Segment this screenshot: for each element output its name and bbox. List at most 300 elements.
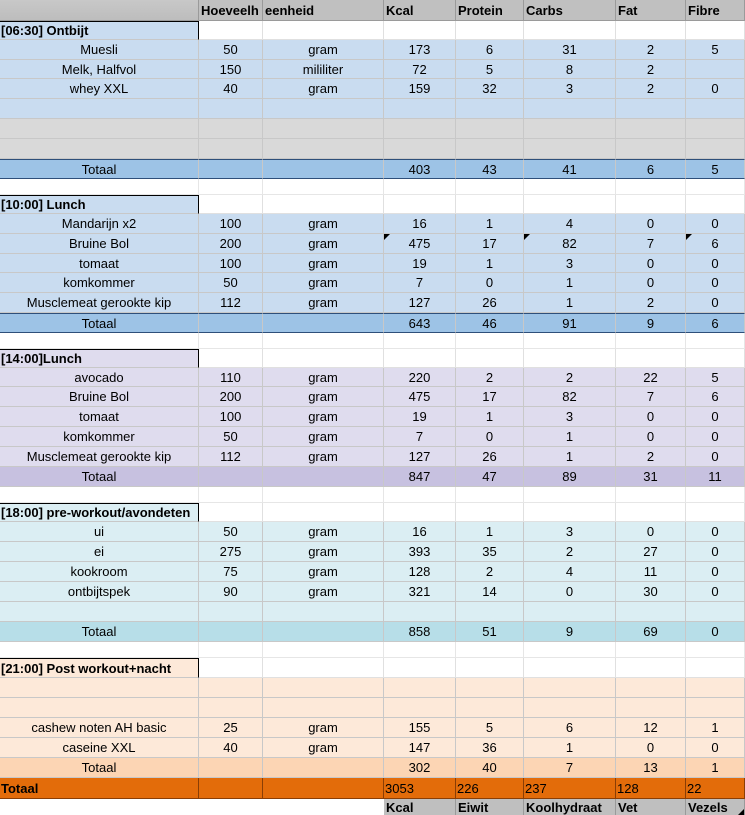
food-cell[interactable]: Musclemeat gerookte kip — [0, 293, 199, 313]
empty-cell[interactable] — [616, 487, 686, 503]
empty-cell[interactable] — [686, 119, 745, 139]
fibre-cell[interactable]: 5 — [686, 40, 745, 60]
empty-cell[interactable] — [384, 139, 456, 159]
fibre-cell[interactable]: 0 — [686, 427, 745, 447]
total-food-cell[interactable]: Totaal — [0, 778, 199, 799]
carbs-cell[interactable]: 2 — [524, 542, 616, 562]
unit-cell[interactable]: gram — [263, 234, 384, 254]
total-fat-cell[interactable]: 69 — [616, 622, 686, 642]
empty-cell[interactable] — [263, 139, 384, 159]
fibre-cell[interactable]: 5 — [686, 368, 745, 387]
carbs-cell[interactable]: 3 — [524, 407, 616, 427]
fibre-cell[interactable]: 0 — [686, 79, 745, 99]
empty-cell[interactable] — [686, 602, 745, 622]
amount-cell[interactable]: 25 — [199, 718, 263, 738]
empty-cell[interactable] — [263, 698, 384, 718]
empty-cell[interactable] — [263, 99, 384, 119]
total-protein-cell[interactable]: 46 — [456, 313, 524, 333]
unit-cell[interactable]: gram — [263, 40, 384, 60]
empty-cell[interactable] — [384, 698, 456, 718]
food-cell[interactable]: kookroom — [0, 562, 199, 582]
total-amount-cell[interactable] — [199, 313, 263, 333]
carbs-cell[interactable]: 82 — [524, 387, 616, 407]
empty-cell[interactable] — [524, 349, 616, 368]
fibre-cell[interactable]: 0 — [686, 542, 745, 562]
fibre-cell[interactable]: 0 — [686, 407, 745, 427]
fibre-cell[interactable]: 0 — [686, 273, 745, 293]
footer-label-food[interactable] — [0, 799, 199, 815]
protein-cell[interactable]: 1 — [456, 522, 524, 542]
protein-cell[interactable]: 36 — [456, 738, 524, 758]
empty-cell[interactable] — [384, 333, 456, 349]
kcal-cell[interactable]: 72 — [384, 60, 456, 79]
total-amount-cell[interactable] — [199, 778, 263, 799]
total-unit-cell[interactable] — [263, 758, 384, 778]
column-header-protein[interactable]: Protein — [456, 0, 524, 21]
unit-cell[interactable]: gram — [263, 387, 384, 407]
empty-cell[interactable] — [456, 333, 524, 349]
empty-cell[interactable] — [0, 487, 199, 503]
kcal-cell[interactable]: 475 — [384, 234, 456, 254]
amount-cell[interactable]: 200 — [199, 234, 263, 254]
total-unit-cell[interactable] — [263, 778, 384, 799]
total-fat-cell[interactable]: 31 — [616, 467, 686, 487]
fibre-cell[interactable]: 0 — [686, 293, 745, 313]
protein-cell[interactable]: 26 — [456, 447, 524, 467]
fat-cell[interactable]: 0 — [616, 427, 686, 447]
total-kcal-cell[interactable]: 643 — [384, 313, 456, 333]
kcal-cell[interactable]: 16 — [384, 214, 456, 234]
amount-cell[interactable]: 200 — [199, 387, 263, 407]
unit-cell[interactable]: gram — [263, 214, 384, 234]
empty-cell[interactable] — [263, 678, 384, 698]
fat-cell[interactable]: 2 — [616, 40, 686, 60]
total-food-cell[interactable]: Totaal — [0, 622, 199, 642]
empty-cell[interactable] — [616, 333, 686, 349]
fat-cell[interactable]: 0 — [616, 254, 686, 273]
empty-cell[interactable] — [524, 698, 616, 718]
empty-cell[interactable] — [263, 658, 384, 678]
empty-cell[interactable] — [0, 642, 199, 658]
protein-cell[interactable]: 17 — [456, 387, 524, 407]
empty-cell[interactable] — [384, 487, 456, 503]
empty-cell[interactable] — [0, 99, 199, 119]
food-cell[interactable]: tomaat — [0, 407, 199, 427]
empty-cell[interactable] — [384, 195, 456, 214]
fibre-cell[interactable]: 6 — [686, 387, 745, 407]
total-unit-cell[interactable] — [263, 467, 384, 487]
food-cell[interactable]: ei — [0, 542, 199, 562]
empty-cell[interactable] — [524, 678, 616, 698]
empty-cell[interactable] — [524, 139, 616, 159]
empty-cell[interactable] — [199, 195, 263, 214]
empty-cell[interactable] — [456, 602, 524, 622]
empty-cell[interactable] — [263, 119, 384, 139]
total-carbs-cell[interactable]: 91 — [524, 313, 616, 333]
kcal-cell[interactable]: 7 — [384, 273, 456, 293]
fibre-cell[interactable]: 0 — [686, 738, 745, 758]
fat-cell[interactable]: 7 — [616, 387, 686, 407]
footer-label-fibre[interactable]: Vezels — [686, 799, 745, 815]
empty-cell[interactable] — [263, 642, 384, 658]
food-cell[interactable]: caseine XXL — [0, 738, 199, 758]
food-cell[interactable]: komkommer — [0, 427, 199, 447]
fibre-cell[interactable]: 0 — [686, 447, 745, 467]
total-unit-cell[interactable] — [263, 622, 384, 642]
empty-cell[interactable] — [686, 333, 745, 349]
total-food-cell[interactable]: Totaal — [0, 467, 199, 487]
empty-cell[interactable] — [456, 139, 524, 159]
empty-cell[interactable] — [199, 678, 263, 698]
total-kcal-cell[interactable]: 403 — [384, 159, 456, 179]
footer-label-protein[interactable]: Eiwit — [456, 799, 524, 815]
total-amount-cell[interactable] — [199, 467, 263, 487]
total-kcal-cell[interactable]: 302 — [384, 758, 456, 778]
fibre-cell[interactable]: 0 — [686, 562, 745, 582]
protein-cell[interactable]: 0 — [456, 427, 524, 447]
amount-cell[interactable]: 100 — [199, 254, 263, 273]
empty-cell[interactable] — [199, 349, 263, 368]
kcal-cell[interactable]: 155 — [384, 718, 456, 738]
empty-cell[interactable] — [524, 119, 616, 139]
column-header-kcal[interactable]: Kcal — [384, 0, 456, 21]
empty-cell[interactable] — [456, 698, 524, 718]
kcal-cell[interactable]: 159 — [384, 79, 456, 99]
section-title-cell[interactable]: [06:30] Ontbijt — [0, 21, 199, 40]
empty-cell[interactable] — [616, 139, 686, 159]
total-unit-cell[interactable] — [263, 313, 384, 333]
empty-cell[interactable] — [686, 487, 745, 503]
unit-cell[interactable]: gram — [263, 582, 384, 602]
kcal-cell[interactable]: 475 — [384, 387, 456, 407]
empty-cell[interactable] — [199, 487, 263, 503]
total-fat-cell[interactable]: 13 — [616, 758, 686, 778]
total-kcal-cell[interactable]: 847 — [384, 467, 456, 487]
unit-cell[interactable]: mililiter — [263, 60, 384, 79]
food-cell[interactable]: whey XXL — [0, 79, 199, 99]
carbs-cell[interactable]: 4 — [524, 562, 616, 582]
food-cell[interactable]: cashew noten AH basic — [0, 718, 199, 738]
total-carbs-cell[interactable]: 41 — [524, 159, 616, 179]
empty-cell[interactable] — [524, 642, 616, 658]
fat-cell[interactable]: 22 — [616, 368, 686, 387]
total-protein-cell[interactable]: 51 — [456, 622, 524, 642]
unit-cell[interactable]: gram — [263, 522, 384, 542]
column-header-unit[interactable]: eenheid — [263, 0, 384, 21]
empty-cell[interactable] — [199, 119, 263, 139]
fibre-cell[interactable] — [686, 60, 745, 79]
total-fibre-cell[interactable]: 22 — [686, 778, 745, 799]
kcal-cell[interactable]: 321 — [384, 582, 456, 602]
empty-cell[interactable] — [263, 333, 384, 349]
total-kcal-cell[interactable]: 858 — [384, 622, 456, 642]
unit-cell[interactable]: gram — [263, 368, 384, 387]
footer-label-kcal[interactable]: Kcal — [384, 799, 456, 815]
amount-cell[interactable]: 100 — [199, 214, 263, 234]
fibre-cell[interactable]: 0 — [686, 214, 745, 234]
total-protein-cell[interactable]: 40 — [456, 758, 524, 778]
food-cell[interactable]: Mandarijn x2 — [0, 214, 199, 234]
protein-cell[interactable]: 5 — [456, 718, 524, 738]
empty-cell[interactable] — [456, 658, 524, 678]
kcal-cell[interactable]: 19 — [384, 407, 456, 427]
empty-cell[interactable] — [616, 698, 686, 718]
empty-cell[interactable] — [616, 602, 686, 622]
kcal-cell[interactable]: 127 — [384, 447, 456, 467]
section-title-cell[interactable]: [14:00]Lunch — [0, 349, 199, 368]
section-title-cell[interactable]: [10:00] Lunch — [0, 195, 199, 214]
empty-cell[interactable] — [616, 99, 686, 119]
empty-cell[interactable] — [456, 642, 524, 658]
fat-cell[interactable]: 2 — [616, 60, 686, 79]
protein-cell[interactable]: 2 — [456, 562, 524, 582]
empty-cell[interactable] — [0, 678, 199, 698]
column-header-food[interactable] — [0, 0, 199, 21]
empty-cell[interactable] — [456, 487, 524, 503]
unit-cell[interactable]: gram — [263, 79, 384, 99]
empty-cell[interactable] — [199, 21, 263, 40]
fat-cell[interactable]: 0 — [616, 738, 686, 758]
empty-cell[interactable] — [686, 503, 745, 522]
empty-cell[interactable] — [686, 179, 745, 195]
amount-cell[interactable]: 50 — [199, 40, 263, 60]
protein-cell[interactable]: 14 — [456, 582, 524, 602]
empty-cell[interactable] — [263, 179, 384, 195]
empty-cell[interactable] — [456, 195, 524, 214]
column-header-carbs[interactable]: Carbs — [524, 0, 616, 21]
kcal-cell[interactable]: 220 — [384, 368, 456, 387]
total-food-cell[interactable]: Totaal — [0, 313, 199, 333]
empty-cell[interactable] — [199, 698, 263, 718]
fibre-cell[interactable]: 0 — [686, 582, 745, 602]
total-carbs-cell[interactable]: 7 — [524, 758, 616, 778]
empty-cell[interactable] — [686, 698, 745, 718]
empty-cell[interactable] — [456, 119, 524, 139]
food-cell[interactable]: ontbijtspek — [0, 582, 199, 602]
section-title-cell[interactable]: [18:00] pre-workout/avondeten — [0, 503, 199, 522]
total-kcal-cell[interactable]: 3053 — [384, 778, 456, 799]
protein-cell[interactable]: 17 — [456, 234, 524, 254]
amount-cell[interactable]: 110 — [199, 368, 263, 387]
empty-cell[interactable] — [524, 487, 616, 503]
carbs-cell[interactable]: 3 — [524, 79, 616, 99]
amount-cell[interactable]: 50 — [199, 273, 263, 293]
empty-cell[interactable] — [616, 119, 686, 139]
total-food-cell[interactable]: Totaal — [0, 758, 199, 778]
empty-cell[interactable] — [199, 642, 263, 658]
total-fat-cell[interactable]: 128 — [616, 778, 686, 799]
total-carbs-cell[interactable]: 237 — [524, 778, 616, 799]
empty-cell[interactable] — [616, 179, 686, 195]
amount-cell[interactable]: 75 — [199, 562, 263, 582]
carbs-cell[interactable]: 1 — [524, 293, 616, 313]
kcal-cell[interactable]: 147 — [384, 738, 456, 758]
total-fibre-cell[interactable]: 11 — [686, 467, 745, 487]
empty-cell[interactable] — [686, 139, 745, 159]
protein-cell[interactable]: 26 — [456, 293, 524, 313]
kcal-cell[interactable]: 127 — [384, 293, 456, 313]
empty-cell[interactable] — [456, 21, 524, 40]
amount-cell[interactable]: 112 — [199, 293, 263, 313]
empty-cell[interactable] — [263, 503, 384, 522]
empty-cell[interactable] — [524, 333, 616, 349]
protein-cell[interactable]: 1 — [456, 214, 524, 234]
empty-cell[interactable] — [524, 99, 616, 119]
empty-cell[interactable] — [199, 179, 263, 195]
total-protein-cell[interactable]: 226 — [456, 778, 524, 799]
amount-cell[interactable]: 50 — [199, 427, 263, 447]
fat-cell[interactable]: 12 — [616, 718, 686, 738]
protein-cell[interactable]: 1 — [456, 254, 524, 273]
fat-cell[interactable]: 2 — [616, 79, 686, 99]
column-header-fibre[interactable]: Fibre — [686, 0, 745, 21]
empty-cell[interactable] — [456, 349, 524, 368]
empty-cell[interactable] — [384, 349, 456, 368]
empty-cell[interactable] — [0, 139, 199, 159]
empty-cell[interactable] — [384, 21, 456, 40]
carbs-cell[interactable]: 3 — [524, 254, 616, 273]
protein-cell[interactable]: 35 — [456, 542, 524, 562]
amount-cell[interactable]: 275 — [199, 542, 263, 562]
kcal-cell[interactable]: 7 — [384, 427, 456, 447]
fibre-cell[interactable]: 6 — [686, 234, 745, 254]
unit-cell[interactable]: gram — [263, 254, 384, 273]
protein-cell[interactable]: 6 — [456, 40, 524, 60]
footer-label-carbs[interactable]: Koolhydraat — [524, 799, 616, 815]
empty-cell[interactable] — [384, 658, 456, 678]
empty-cell[interactable] — [0, 698, 199, 718]
footer-label-amount[interactable] — [199, 799, 263, 815]
total-protein-cell[interactable]: 47 — [456, 467, 524, 487]
empty-cell[interactable] — [524, 179, 616, 195]
empty-cell[interactable] — [616, 678, 686, 698]
fat-cell[interactable]: 30 — [616, 582, 686, 602]
total-fat-cell[interactable]: 6 — [616, 159, 686, 179]
amount-cell[interactable]: 100 — [199, 407, 263, 427]
fat-cell[interactable]: 2 — [616, 293, 686, 313]
total-carbs-cell[interactable]: 9 — [524, 622, 616, 642]
fat-cell[interactable]: 0 — [616, 214, 686, 234]
empty-cell[interactable] — [524, 658, 616, 678]
amount-cell[interactable]: 150 — [199, 60, 263, 79]
carbs-cell[interactable]: 2 — [524, 368, 616, 387]
empty-cell[interactable] — [199, 658, 263, 678]
kcal-cell[interactable]: 173 — [384, 40, 456, 60]
carbs-cell[interactable]: 6 — [524, 718, 616, 738]
fibre-cell[interactable]: 0 — [686, 254, 745, 273]
fibre-cell[interactable]: 0 — [686, 522, 745, 542]
kcal-cell[interactable]: 128 — [384, 562, 456, 582]
empty-cell[interactable] — [384, 99, 456, 119]
unit-cell[interactable]: gram — [263, 427, 384, 447]
food-cell[interactable]: Muesli — [0, 40, 199, 60]
food-cell[interactable]: ui — [0, 522, 199, 542]
empty-cell[interactable] — [456, 179, 524, 195]
footer-label-fat[interactable]: Vet — [616, 799, 686, 815]
empty-cell[interactable] — [524, 21, 616, 40]
carbs-cell[interactable]: 3 — [524, 522, 616, 542]
total-fibre-cell[interactable]: 0 — [686, 622, 745, 642]
unit-cell[interactable]: gram — [263, 542, 384, 562]
food-cell[interactable]: Bruine Bol — [0, 387, 199, 407]
total-protein-cell[interactable]: 43 — [456, 159, 524, 179]
kcal-cell[interactable]: 19 — [384, 254, 456, 273]
empty-cell[interactable] — [199, 602, 263, 622]
fat-cell[interactable]: 0 — [616, 522, 686, 542]
empty-cell[interactable] — [199, 333, 263, 349]
column-header-fat[interactable]: Fat — [616, 0, 686, 21]
total-food-cell[interactable]: Totaal — [0, 159, 199, 179]
unit-cell[interactable]: gram — [263, 273, 384, 293]
empty-cell[interactable] — [263, 21, 384, 40]
protein-cell[interactable]: 1 — [456, 407, 524, 427]
empty-cell[interactable] — [456, 678, 524, 698]
food-cell[interactable]: tomaat — [0, 254, 199, 273]
empty-cell[interactable] — [616, 658, 686, 678]
carbs-cell[interactable]: 1 — [524, 427, 616, 447]
carbs-cell[interactable]: 82 — [524, 234, 616, 254]
carbs-cell[interactable]: 8 — [524, 60, 616, 79]
empty-cell[interactable] — [686, 195, 745, 214]
empty-cell[interactable] — [456, 99, 524, 119]
empty-cell[interactable] — [384, 678, 456, 698]
total-amount-cell[interactable] — [199, 159, 263, 179]
empty-cell[interactable] — [263, 602, 384, 622]
total-fibre-cell[interactable]: 1 — [686, 758, 745, 778]
empty-cell[interactable] — [456, 503, 524, 522]
food-cell[interactable]: Musclemeat gerookte kip — [0, 447, 199, 467]
empty-cell[interactable] — [384, 119, 456, 139]
empty-cell[interactable] — [0, 119, 199, 139]
empty-cell[interactable] — [384, 642, 456, 658]
total-fat-cell[interactable]: 9 — [616, 313, 686, 333]
kcal-cell[interactable]: 16 — [384, 522, 456, 542]
empty-cell[interactable] — [263, 195, 384, 214]
unit-cell[interactable]: gram — [263, 718, 384, 738]
empty-cell[interactable] — [686, 642, 745, 658]
carbs-cell[interactable]: 1 — [524, 447, 616, 467]
empty-cell[interactable] — [616, 503, 686, 522]
food-cell[interactable]: Melk, Halfvol — [0, 60, 199, 79]
empty-cell[interactable] — [616, 642, 686, 658]
amount-cell[interactable]: 40 — [199, 79, 263, 99]
empty-cell[interactable] — [263, 487, 384, 503]
protein-cell[interactable]: 32 — [456, 79, 524, 99]
fat-cell[interactable]: 0 — [616, 273, 686, 293]
empty-cell[interactable] — [524, 195, 616, 214]
kcal-cell[interactable]: 393 — [384, 542, 456, 562]
empty-cell[interactable] — [616, 195, 686, 214]
unit-cell[interactable]: gram — [263, 447, 384, 467]
footer-label-unit[interactable] — [263, 799, 384, 815]
unit-cell[interactable]: gram — [263, 562, 384, 582]
empty-cell[interactable] — [686, 658, 745, 678]
unit-cell[interactable]: gram — [263, 407, 384, 427]
empty-cell[interactable] — [686, 678, 745, 698]
carbs-cell[interactable]: 31 — [524, 40, 616, 60]
empty-cell[interactable] — [616, 21, 686, 40]
empty-cell[interactable] — [384, 503, 456, 522]
empty-cell[interactable] — [686, 21, 745, 40]
protein-cell[interactable]: 2 — [456, 368, 524, 387]
empty-cell[interactable] — [263, 349, 384, 368]
unit-cell[interactable]: gram — [263, 293, 384, 313]
amount-cell[interactable]: 90 — [199, 582, 263, 602]
total-amount-cell[interactable] — [199, 758, 263, 778]
amount-cell[interactable]: 50 — [199, 522, 263, 542]
total-fibre-cell[interactable]: 6 — [686, 313, 745, 333]
amount-cell[interactable]: 40 — [199, 738, 263, 758]
